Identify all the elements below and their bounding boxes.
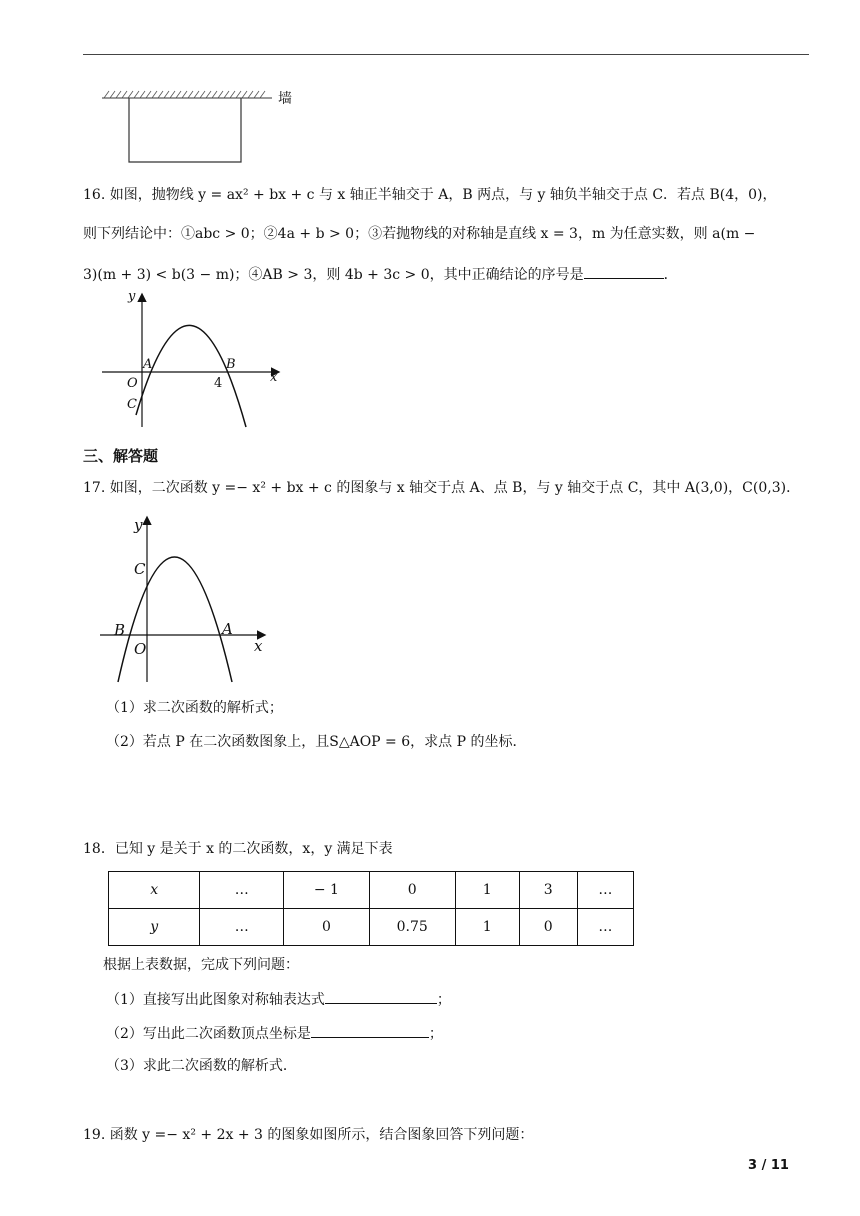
q16-y-axis-label: y bbox=[128, 289, 136, 304]
q17-point-c-label: C bbox=[134, 560, 146, 578]
q16-origin-label: O bbox=[127, 376, 138, 391]
q16-graph bbox=[96, 285, 296, 435]
q18-part1: （1）直接写出此图象对称轴表达式 bbox=[106, 992, 325, 1008]
table-cell: … bbox=[577, 872, 633, 909]
table-cell: 1 bbox=[455, 909, 519, 946]
q17-part1: （1）求二次函数的解析式； bbox=[106, 700, 283, 716]
q16-x-axis-label: x bbox=[270, 370, 278, 385]
table-cell: … bbox=[200, 872, 284, 909]
table-cell: 3 bbox=[519, 872, 577, 909]
section-3-title: 三、解答题 bbox=[83, 447, 159, 465]
table-cell: x bbox=[109, 872, 200, 909]
q16-line2: 则下列结论中：①abc > 0；②4a + b > 0；③若抛物线的对称轴是直线 x = 3，m 为任意实数，则 a(m − bbox=[83, 226, 756, 242]
q17-point-b-label: B bbox=[114, 621, 126, 639]
wall-figure bbox=[100, 86, 300, 166]
table-cell: − 1 bbox=[284, 872, 370, 909]
q18-part3: （3）求此二次函数的解析式． bbox=[106, 1058, 297, 1074]
wall-label: 墙 bbox=[278, 91, 292, 107]
table-cell: y bbox=[109, 909, 200, 946]
table-cell: 0.75 bbox=[369, 909, 455, 946]
q16-point-c-label: C bbox=[127, 397, 137, 412]
table-row-x bbox=[109, 872, 634, 909]
q17-x-axis-label: x bbox=[254, 637, 263, 655]
table-cell: 1 bbox=[455, 872, 519, 909]
q18-intro: 根据上表数据，完成下列问题： bbox=[103, 957, 299, 973]
table-cell: … bbox=[577, 909, 633, 946]
table-cell: 0 bbox=[284, 909, 370, 946]
q16-point-a-label: A bbox=[143, 357, 153, 372]
q18-part2: （2）写出此二次函数顶点坐标是 bbox=[106, 1026, 311, 1042]
page-number: 3 / 11 bbox=[748, 1158, 789, 1173]
q17-origin-label: O bbox=[134, 640, 147, 658]
q17-line1: 17. 如图，二次函数 y =− x² + bx + c 的图象与 x 轴交于点 A、点 B，与 y 轴交于点 C，其中 A(3,0)，C(0,3)． bbox=[83, 480, 801, 496]
q17-point-a-label: A bbox=[222, 620, 233, 638]
q18-part2-end: ； bbox=[428, 1026, 443, 1042]
q18-part1-wrap bbox=[106, 989, 451, 1010]
q18-part2-wrap bbox=[106, 1023, 443, 1044]
table-cell: 0 bbox=[519, 909, 577, 946]
q17-graph bbox=[96, 512, 276, 687]
q16-answer-blank bbox=[584, 264, 664, 279]
q18-part1-end: ； bbox=[436, 992, 451, 1008]
table-cell: … bbox=[200, 909, 284, 946]
q17-y-axis-label: y bbox=[134, 516, 143, 534]
q18-part1-blank bbox=[325, 989, 437, 1004]
q18-line1: 18．已知 y 是关于 x 的二次函数，x，y 满足下表 bbox=[83, 841, 393, 857]
q16-line3-end: ． bbox=[663, 267, 678, 283]
q18-table bbox=[108, 871, 634, 946]
q19-line1: 19. 函数 y =− x² + 2x + 3 的图象如图所示，结合图象回答下列问题： bbox=[83, 1127, 534, 1143]
q18-part2-blank bbox=[311, 1023, 429, 1038]
q16-line3: 3)(m + 3) < b(3 − m)；④AB > 3，则 4b + 3c > 0，其中正确结论的序号是 bbox=[83, 267, 584, 283]
table-cell: 0 bbox=[369, 872, 455, 909]
q17-part2: （2）若点 P 在二次函数图象上，且S△AOP = 6，求点 P 的坐标． bbox=[106, 734, 527, 750]
q16-line3-wrap bbox=[83, 264, 678, 285]
q16-tick-4-label: 4 bbox=[214, 376, 223, 391]
q16-point-b-label: B bbox=[226, 357, 236, 372]
header-rule bbox=[83, 54, 809, 55]
q16-line1: 16. 如图，抛物线 y = ax² + bx + c 与 x 轴正半轴交于 A，B 两点，与 y 轴负半轴交于点 C．若点 B(4，0)， bbox=[83, 187, 777, 203]
table-row-y bbox=[109, 909, 634, 946]
